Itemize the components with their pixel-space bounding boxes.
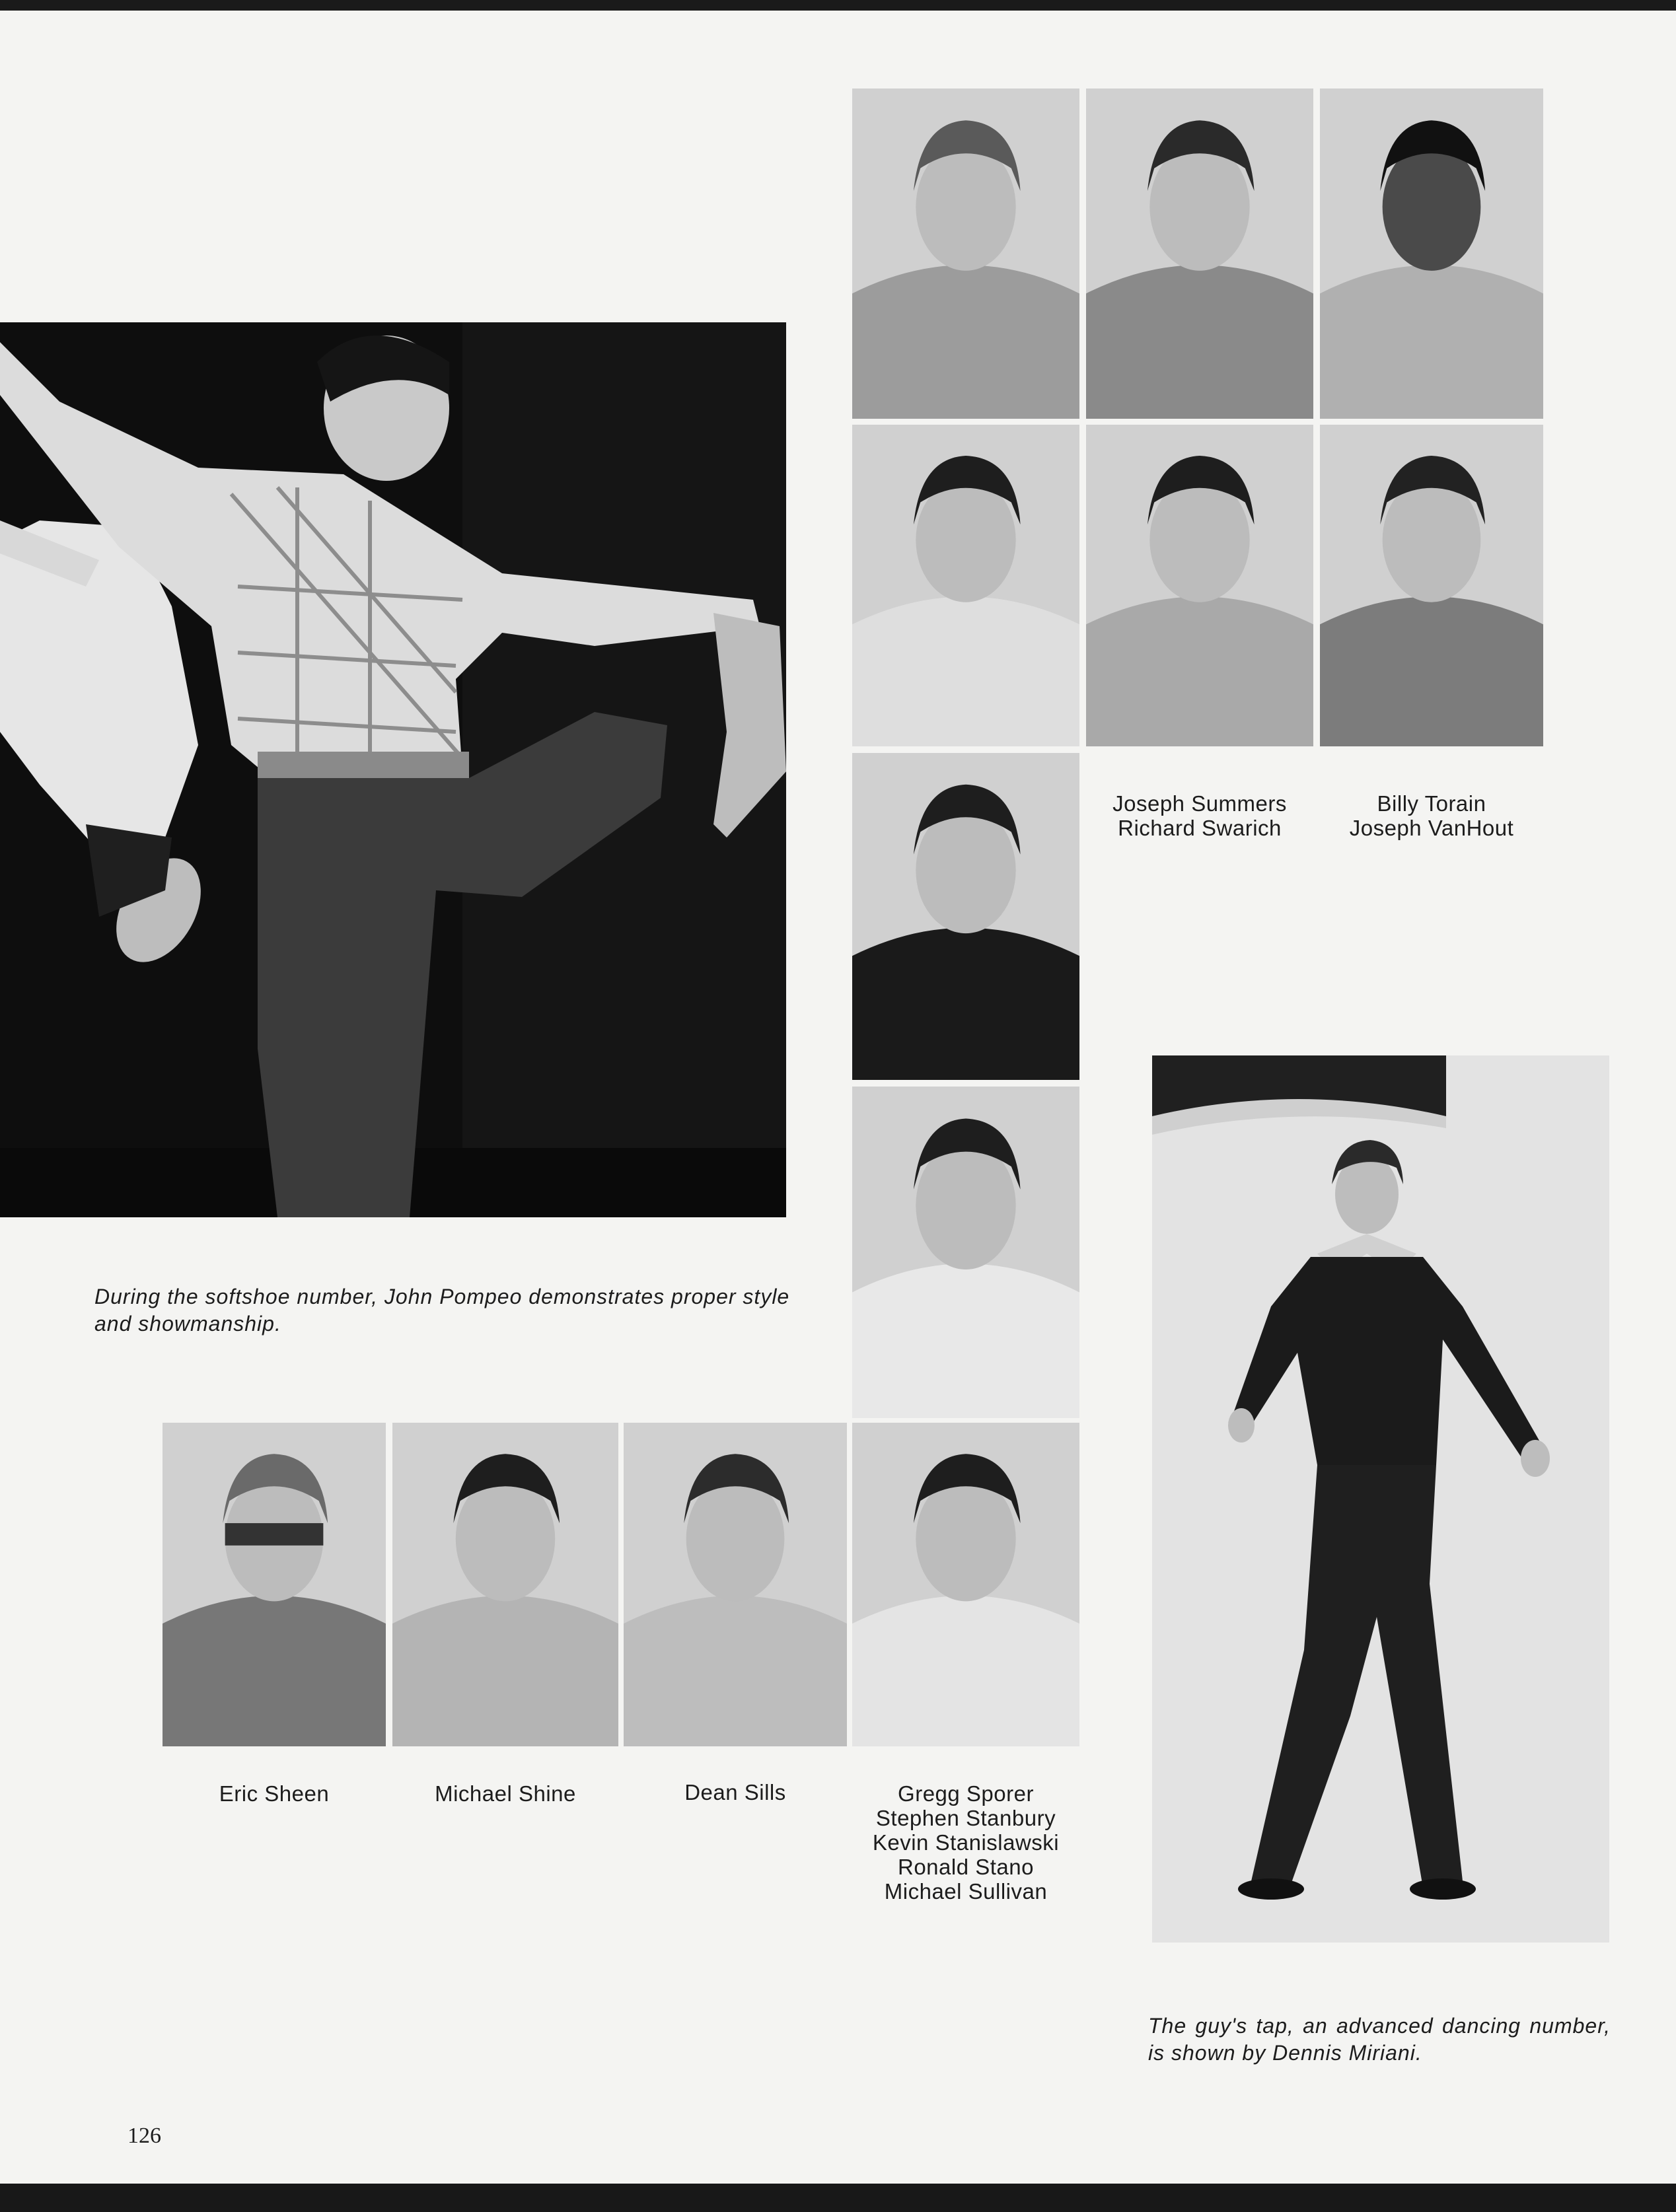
student-name: Stephen Stanbury [875, 1806, 1056, 1830]
tap-caption: The guy's tap, an advanced dancing number, is shown by Dennis Miriani. [1148, 2014, 1611, 2065]
portrait-photo [624, 1423, 847, 1746]
student-name: Joseph Summers [1112, 791, 1287, 816]
tap-dance-photo [1152, 1055, 1609, 1943]
name-list [392, 1781, 618, 1806]
student-name: Dean Sills [684, 1780, 786, 1804]
student-name: Eric Sheen [219, 1781, 330, 1806]
softshoe-caption: During the softshoe number, John Pompeo demonstrates proper style and showmanship. [94, 1285, 790, 1336]
name-list [1320, 791, 1543, 840]
softshoe-dance-photo [0, 322, 786, 1217]
portrait-photo [392, 1423, 618, 1746]
portrait-photo [1086, 425, 1313, 746]
student-name: Gregg Sporer [898, 1781, 1034, 1806]
scan-bottom-edge [0, 2184, 1676, 2212]
page-number: 126 [128, 2123, 161, 2148]
name-list [1086, 791, 1313, 840]
portrait-photo [852, 1423, 1079, 1746]
student-name: Richard Swarich [1118, 816, 1282, 840]
portrait-photo [852, 425, 1079, 746]
student-name: Michael Sullivan [884, 1879, 1048, 1904]
student-name: Kevin Stanislawski [872, 1830, 1060, 1855]
portrait-photo [852, 753, 1079, 1080]
portrait-photo [1320, 425, 1543, 746]
portrait-photo [852, 1087, 1079, 1418]
student-name: Michael Shine [435, 1781, 576, 1806]
portrait-photo [163, 1423, 386, 1746]
name-list [852, 1781, 1079, 1904]
portrait-photo [1320, 89, 1543, 419]
student-name: Joseph VanHout [1349, 816, 1514, 840]
student-name: Ronald Stano [898, 1855, 1034, 1879]
name-list [163, 1781, 386, 1806]
scan-top-edge [0, 0, 1676, 11]
portrait-photo [852, 89, 1079, 419]
name-list [624, 1780, 847, 1804]
student-name: Billy Torain [1377, 791, 1486, 816]
portrait-photo [1086, 89, 1313, 419]
